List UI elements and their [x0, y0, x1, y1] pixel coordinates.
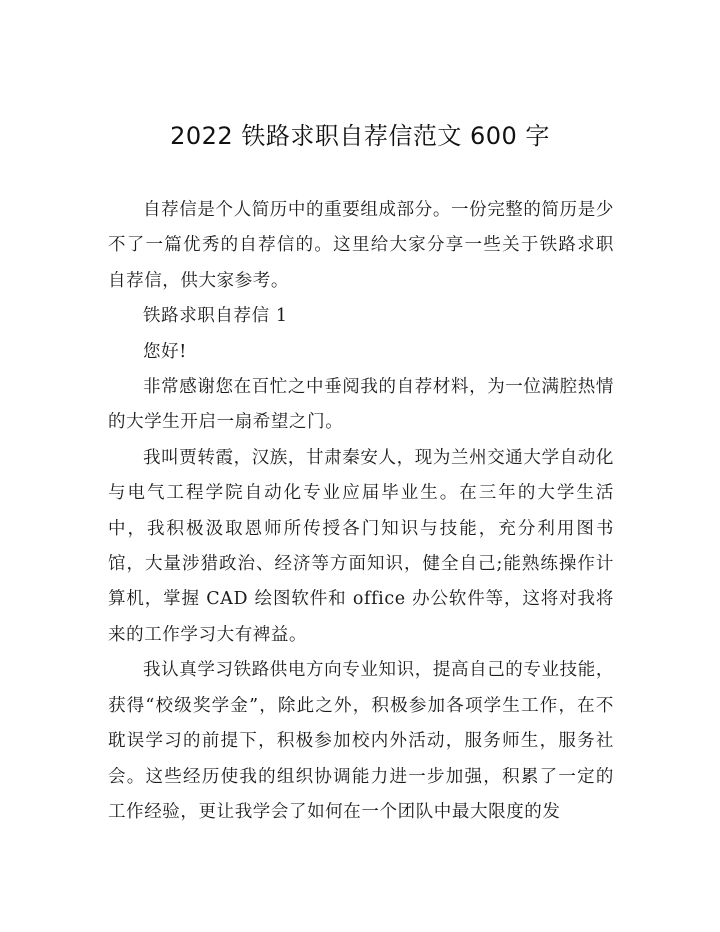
paragraph-letter-heading: 铁路求职自荐信 1 — [143, 306, 288, 327]
paragraph-thanks: 非常感谢您在百忙之中垂阅我的自荐材料，为一位满腔热情的大学生开启一扇希望之门。 — [108, 377, 614, 433]
document-title: 2022 铁路求职自荐信范文 600 字 — [170, 122, 550, 150]
paragraph-intro: 自荐信是个人简历中的重要组成部分。一份完整的简历是少不了一篇优秀的自荐信的。这里给大家分享一些关于铁路求职自荐信，供大家参考。 — [108, 200, 614, 291]
paragraph-greeting: 您好! — [143, 341, 187, 362]
paragraph-self-introduction: 我叫贾转霞，汉族，甘肃秦安人，现为兰州交通大学自动化与电气工程学院自动化专业应届毕业生。在三年的大学生活中，我积极汲取恩师所传授各门知识与技能，充分利用图书馆，大量涉猎政治、经济等方面知识，健全自己;能熟练操作计算机，掌握 CAD 绘图软件和 office 办公软件等，这将对我将来的工作学习大有裨益。 — [108, 447, 614, 645]
paragraph-study-experience: 我认真学习铁路供电方向专业知识，提高自己的专业技能，获得“校级奖学金”，除此之外，积极参加各项学生工作，在不耽误学习的前提下，积极参加校内外活动，服务师生，服务社会。这些经历使我的组织协调能力进一步加强，积累了一定的工作经验，更让我学会了如何在一个团队中最大限度的发 — [108, 660, 614, 822]
document-body — [108, 193, 614, 830]
